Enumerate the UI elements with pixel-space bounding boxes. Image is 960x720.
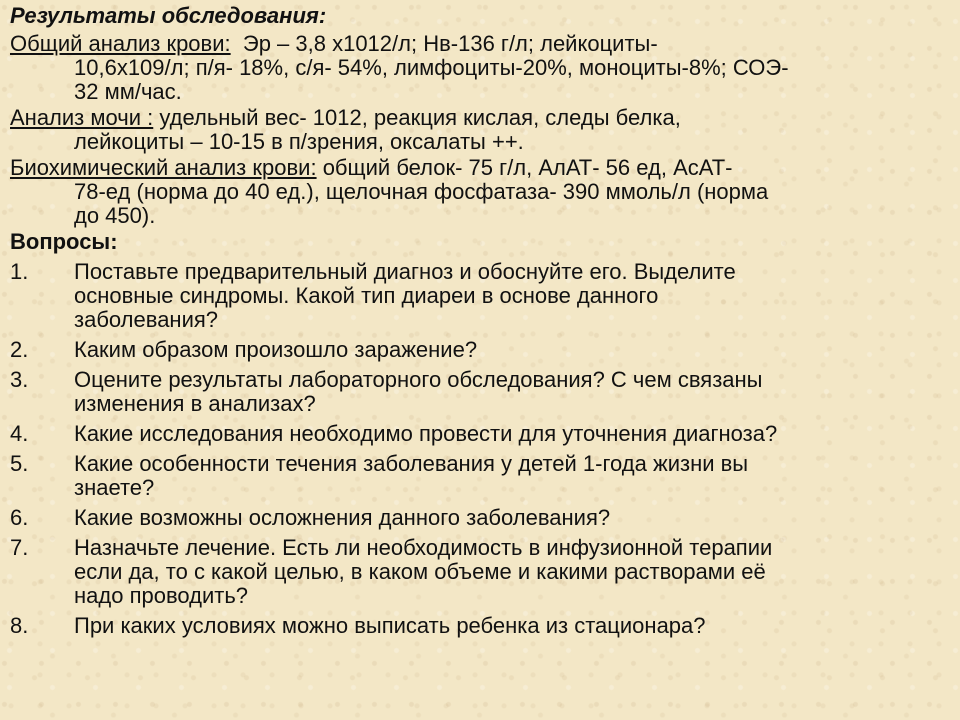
question-line: основные синдромы. Какой тип диареи в основе данного	[74, 283, 659, 308]
question-number: 8.	[10, 613, 29, 638]
question-number: 1.	[10, 259, 29, 284]
question-number: 4.	[10, 421, 29, 446]
question-item	[10, 452, 952, 500]
cbc-text-1: Эр – 3,8 х1012/л; Нв-136 г/л; лейкоциты-	[242, 31, 658, 56]
question-number: 3.	[10, 367, 29, 392]
question-line: изменения в анализах?	[74, 391, 316, 416]
question-item	[10, 422, 952, 446]
biochem-line-1	[10, 156, 952, 180]
question-item	[10, 506, 952, 530]
cbc-section	[10, 32, 952, 104]
question-line: Какие исследования необходимо провести для уточнения диагноза?	[74, 421, 778, 446]
questions-title: Вопросы:	[10, 229, 118, 254]
urine-section	[10, 106, 952, 154]
question-item	[10, 338, 952, 362]
slide-content	[10, 4, 952, 644]
cbc-line-3: 32 мм/час.	[74, 79, 182, 104]
biochem-section	[10, 156, 952, 228]
question-line: Поставьте предварительный диагноз и обоснуйте его. Выделите	[74, 259, 736, 284]
cbc-line-1	[10, 32, 952, 56]
question-line: заболевания?	[74, 307, 219, 332]
biochem-text-1: общий белок- 75 г/л, АлАТ- 56 ед, АсАТ-	[322, 155, 733, 180]
question-item	[10, 260, 952, 332]
question-number: 7.	[10, 535, 29, 560]
question-line: Какие особенности течения заболевания у детей 1-года жизни вы	[74, 451, 749, 476]
question-number: 2.	[10, 337, 29, 362]
question-line: При каких условиях можно выписать ребенка из стационара?	[74, 613, 706, 638]
question-line: Какие возможны осложнения данного заболевания?	[74, 505, 611, 530]
question-line: Каким образом произошло заражение?	[74, 337, 478, 362]
biochem-line-3: до 450).	[74, 203, 156, 228]
question-line: если да, то с какой целью, в каком объеме и какими растворами её	[74, 559, 766, 584]
question-line: надо проводить?	[74, 583, 249, 608]
question-line: знаете?	[74, 475, 155, 500]
urine-label: Анализ мочи :	[10, 105, 154, 130]
question-number: 5.	[10, 451, 29, 476]
urine-line-2: лейкоциты – 10-15 в п/зрения, оксалаты ++.	[74, 129, 524, 154]
page-title: Результаты обследования:	[10, 3, 327, 28]
question-item	[10, 536, 952, 608]
questions-list	[10, 260, 952, 638]
biochem-line-2: 78-ед (норма до 40 ед.), щелочная фосфатаза- 390 ммоль/л (норма	[74, 179, 769, 204]
cbc-line-2: 10,6х109/л; п/я- 18%, с/я- 54%, лимфоциты-20%, моноциты-8%; СОЭ-	[74, 55, 789, 80]
question-item	[10, 368, 952, 416]
question-item	[10, 614, 952, 638]
question-line: Оцените результаты лабораторного обследования? С чем связаны	[74, 367, 763, 392]
question-number: 6.	[10, 505, 29, 530]
urine-line-1	[10, 106, 952, 130]
question-line: Назначьте лечение. Есть ли необходимость в инфузионной терапии	[74, 535, 773, 560]
urine-text-1: удельный вес- 1012, реакция кислая, следы белка,	[159, 105, 681, 130]
biochem-label: Биохимический анализ крови:	[10, 155, 317, 180]
cbc-label: Общий анализ крови:	[10, 31, 231, 56]
